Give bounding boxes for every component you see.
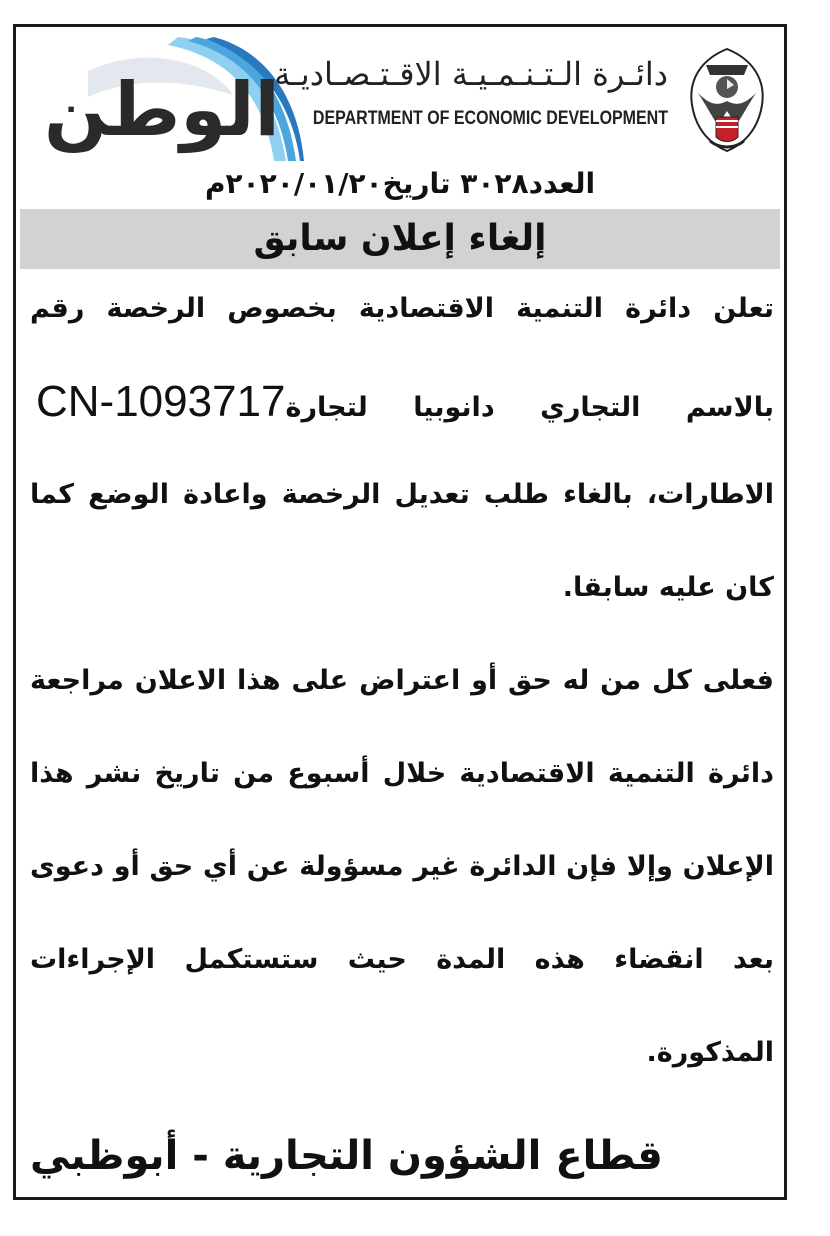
newspaper-logo [28, 33, 308, 161]
issue-number-date: العدد٣٠٢٨ تاريخ٢٠٢٠/٠١/٢٠م [204, 167, 596, 200]
body-line: المذكورة. [646, 1037, 774, 1068]
body-line: بعد انقضاء هذه المدة حيث ستستكمل الإجراءات [30, 944, 774, 975]
body-line: فعلى كل من له حق أو اعتراض على هذا الاعلان مراجعة [30, 665, 774, 696]
body-line: كان عليه سابقا. [562, 572, 774, 603]
falcon-emblem-icon [682, 45, 772, 155]
body-line: الإعلان وإلا فإن الدائرة غير مسؤولة عن أي حق أو دعوى [30, 851, 774, 882]
body-line: دائرة التنمية الاقتصادية خلال أسبوع من تاريخ نشر هذا [30, 758, 774, 789]
body-line: تعلن دائرة التنمية الاقتصادية بخصوص الرخصة رقم [30, 293, 774, 324]
notice-body [30, 279, 774, 1116]
department-name-arabic: دائـرة الـتـنـمـيـة الاقـتـصـاديـة [274, 55, 668, 93]
newspaper-name: الوطن [44, 67, 280, 153]
body-line [30, 372, 774, 465]
department-name-english: DEPARTMENT OF ECONOMIC DEVELOPMENT [312, 107, 668, 129]
body-line-text: بالاسم التجاري دانوبيا لتجارة [285, 392, 774, 423]
issuer-signature: قطاع الشؤون التجارية - أبوظبي [30, 1133, 663, 1179]
license-number: CN-1093717 [36, 377, 286, 426]
notice-frame [13, 24, 787, 1200]
notice-title: إلغاء إعلان سابق [20, 209, 780, 269]
body-line: الاطارات، بالغاء طلب تعديل الرخصة واعادة الوضع كما [30, 479, 774, 510]
header [16, 27, 784, 167]
department-block [274, 39, 772, 159]
